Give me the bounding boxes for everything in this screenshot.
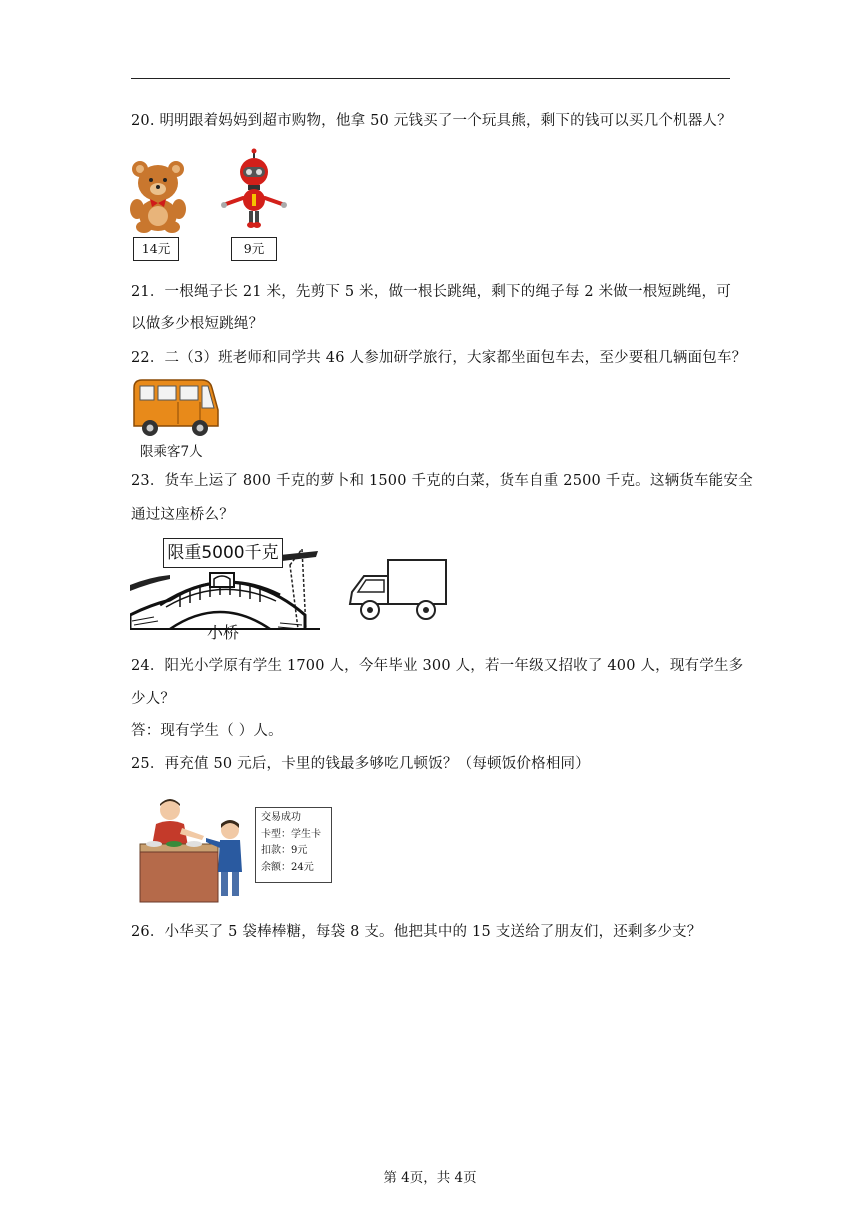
question-22: 22．二（3）班老师和同学共 46 人参加研学旅行，大家都坐面包车去，至少要租几辆面包车？ [131,350,747,366]
teddy-bear-image [128,157,188,233]
transaction-receipt [255,807,332,883]
robot-price-box: 9元 [231,237,277,261]
question-24-line1: 24．阳光小学原有学生 1700 人，今年毕业 300 人，若一年级又招收了 400 人，现有学生多 [131,658,744,674]
question-21-line2: 以做多少根短跳绳？ [131,316,264,332]
receipt-status: 交易成功 [261,812,301,823]
bear-price-box: 14元 [133,237,179,261]
canteen-image [138,796,250,906]
truck-image [346,556,450,622]
question-24-line2: 少人？ [131,691,176,707]
receipt-card-type: 卡型：学生卡 [261,828,321,840]
question-20: 20. 明明跟着妈妈到超市购物，他拿 50 元钱买了一个玩具熊，剩下的钱可以买几个机器人？ [131,113,732,129]
minivan-image [130,378,220,440]
page-footer: 第 4页，共 4页 [383,1170,477,1186]
receipt-balance: 余额：24元 [261,861,314,873]
weight-limit-sign: 限重5000千克 [163,538,283,568]
question-21-line1: 21．一根绳子长 21 米，先剪下 5 米，做一根长跳绳，剩下的绳子每 2 米做一根短跳绳，可 [131,284,731,300]
robot-image [220,148,288,232]
receipt-deduction: 扣款：9元 [261,845,308,856]
question-25: 25．再充值 50 元后，卡里的钱最多够吃几顿饭？（每顿饭价格相同） [131,756,590,772]
header-rule [131,78,730,79]
question-26: 26．小华买了 5 袋棒棒糖，每袋 8 支。他把其中的 15 支送给了朋友们，还剩多少支？ [131,924,702,940]
van-label: 限乘客7人 [140,444,203,460]
bridge-label: 小桥 [207,623,240,642]
question-23-line1: 23．货车上运了 800 千克的萝卜和 1500 千克的白菜，货车自重 2500 千克。这辆货车能安全 [131,473,753,489]
question-24-answer: 答：现有学生（ ）人。 [131,723,283,739]
question-23-line2: 通过这座桥么？ [131,507,234,523]
